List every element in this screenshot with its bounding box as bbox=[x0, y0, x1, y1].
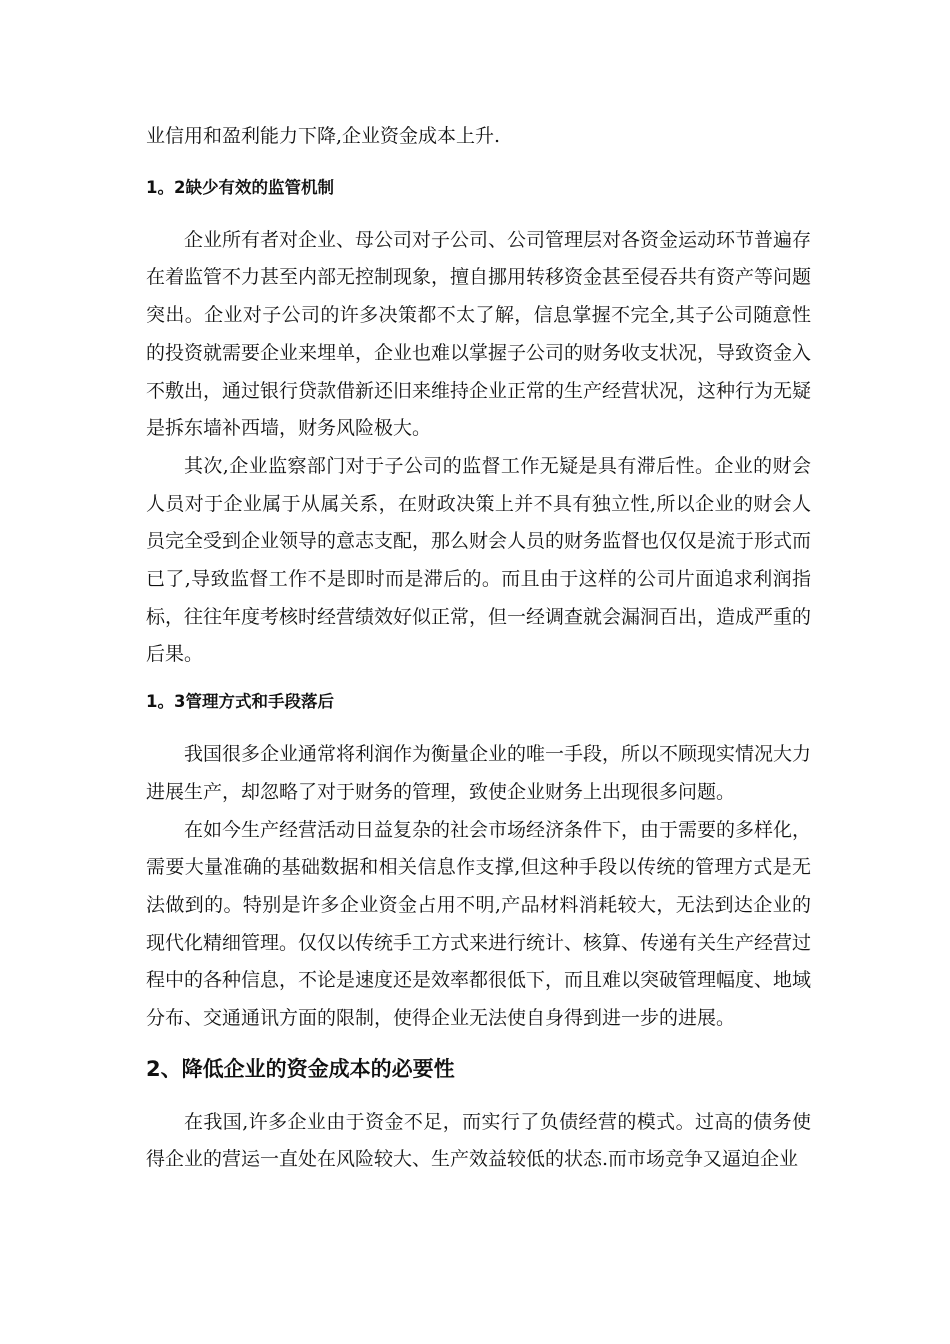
section-1-2-paragraph-1: 企业所有者对企业、母公司对子公司、公司管理层对各资金运动环节普遍存在着监管不力甚至内部无控制现象，擅自挪用转移资金甚至侵吞共有资产等问题突出。企业对子公司的许多决策都不太了解，信息掌握不完全,其子公司随意性的投资就需要企业来埋单，企业也难以掌握子公司的财务收支状况，导致资金入不敷出，通过银行贷款借新还旧来维持企业正常的生产经营状况，这种行为无疑是拆东墙补西墙，财务风险极大。 bbox=[146, 228, 812, 440]
section-1-3-paragraph-2: 在如今生产经营活动日益复杂的社会市场经济条件下，由于需要的多样化，需要大量准确的基础数据和相关信息作支撑,但这种手段以传统的管理方式是无法做到的。特别是许多企业资金占用不明,产品材料消耗较大，无法到达企业的现代化精细管理。仅仅以传统手工方式来进行统计、核算、传递有关生产经营过程中的各种信息，不论是速度还是效率都很低下，而且难以突破管理幅度、地域分布、交通通讯方面的限制，使得企业无法使自身得到进一步的进展。 bbox=[146, 818, 812, 1030]
document-page bbox=[146, 118, 811, 1179]
section-1-3-paragraph-1: 我国很多企业通常将利润作为衡量企业的唯一手段，所以不顾现实情况大力进展生产，却忽略了对于财务的管理，致使企业财务上出现很多问题。 bbox=[146, 743, 812, 803]
section-2-paragraph-1: 在我国,许多企业由于资金不足，而实行了负债经营的模式。过高的债务使得企业的营运一直处在风险较大、生产效益较低的状态.而市场竞争又逼迫企业 bbox=[146, 1110, 811, 1171]
section-1-3-heading: 1。3管理方式和手段落后 bbox=[146, 692, 334, 712]
section-1-2-paragraph-2: 其次,企业监察部门对于子公司的监督工作无疑是具有滞后性。企业的财会人员对于企业属于从属关系，在财政决策上并不具有独立性,所以企业的财会人员完全受到企业领导的意志支配，那么财会人员的财务监督也仅仅是流于形式而已了,导致监督工作不是即时而是滞后的。而且由于这样的公司片面追求利润指标，往往年度考核时经营绩效好似正常，但一经调查就会漏洞百出，造成严重的后果。 bbox=[146, 454, 812, 666]
lead-line: 业信用和盈利能力下降,企业资金成本上升. bbox=[146, 125, 501, 147]
section-2-heading: 2、降低企业的资金成本的必要性 bbox=[146, 1056, 455, 1081]
section-1-2-heading: 1。2缺少有效的监管机制 bbox=[146, 177, 334, 197]
